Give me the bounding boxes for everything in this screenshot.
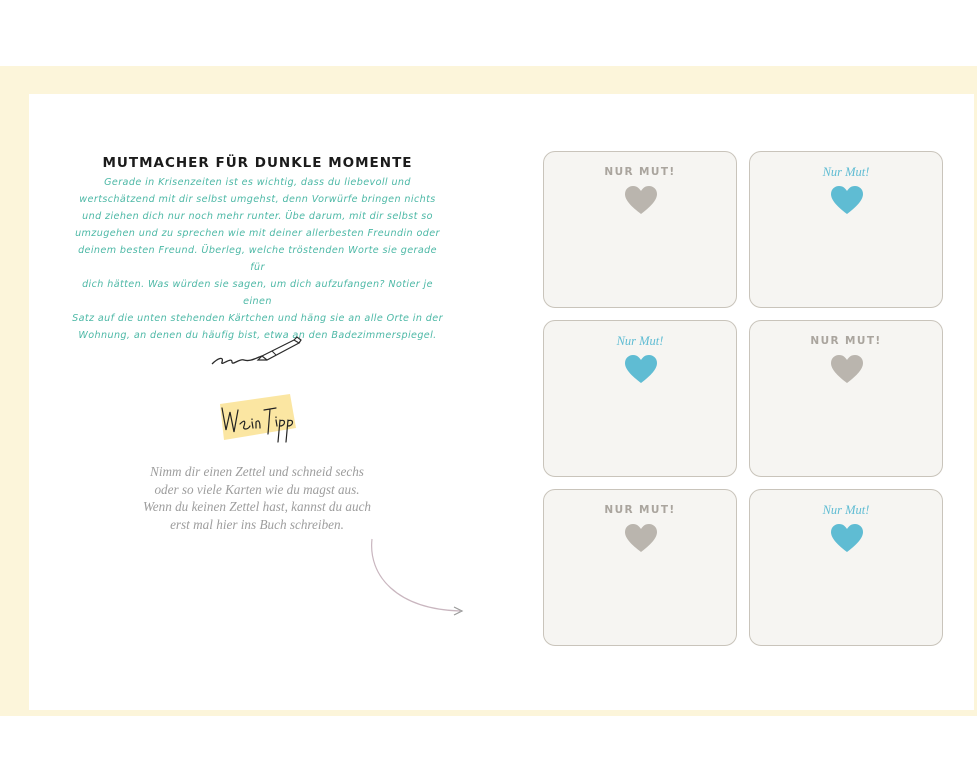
tip-line: oder so viele Karten wie du magst aus.	[154, 481, 360, 497]
intro-text	[72, 174, 443, 344]
intro-line: Gerade in Krisenzeiten ist es wichtig, dass du liebevoll und	[104, 177, 411, 188]
card-label: Nur Mut!	[822, 165, 870, 179]
card-label: Nur Mut!	[822, 503, 870, 517]
heart-icon	[831, 355, 863, 384]
card-label: NUR MUT!	[604, 166, 676, 178]
heart-icon	[831, 524, 863, 553]
card-nur-mut	[543, 489, 737, 646]
card-nur-mut	[749, 151, 943, 308]
card-label: NUR MUT!	[604, 504, 676, 516]
card-nur-mut	[749, 320, 943, 477]
card-nur-mut	[543, 151, 737, 308]
intro-line: dich hätten. Was würden sie sagen, um dich aufzufangen? Notier je einen	[82, 279, 433, 307]
card-nur-mut	[543, 320, 737, 477]
intro-line: umzugehen und zu sprechen wie mit deiner allerbesten Freundin oder	[75, 228, 440, 239]
tip-text	[122, 463, 392, 533]
heart-icon	[625, 524, 657, 553]
intro-line: Satz auf die unten stehenden Kärtchen und häng sie an alle Orte in der	[72, 313, 443, 324]
page-title: MUTMACHER FÜR DUNKLE MOMENTE	[102, 155, 413, 171]
intro-line: wertschätzend mit dir selbst umgehst, denn Vorwürfe bringen nichts	[79, 194, 436, 205]
intro-line: und ziehen dich nur noch mehr runter. Übe darum, mit dir selbst so	[82, 211, 433, 222]
heart-icon	[625, 186, 657, 215]
curved-arrow-icon	[366, 535, 470, 619]
heart-icon	[831, 186, 863, 215]
card-label: NUR MUT!	[810, 335, 882, 347]
tip-line: Nimm dir einen Zettel und schneid sechs	[150, 464, 364, 479]
tip-badge	[212, 390, 304, 450]
heart-icon	[625, 355, 657, 384]
intro-line: Wohnung, an denen du häufig bist, etwa an den Badezimmerspiegel.	[78, 330, 437, 341]
tip-line: Wenn du keinen Zettel hast, kannst du auch	[142, 499, 372, 514]
intro-line: deinem besten Freund. Überleg, welche tröstenden Worte sie gerade für	[78, 245, 437, 273]
card-label: Nur Mut!	[616, 334, 664, 348]
pen-icon	[210, 334, 304, 370]
tip-line: erst mal hier ins Buch schreiben.	[170, 516, 344, 532]
card-nur-mut	[749, 489, 943, 646]
